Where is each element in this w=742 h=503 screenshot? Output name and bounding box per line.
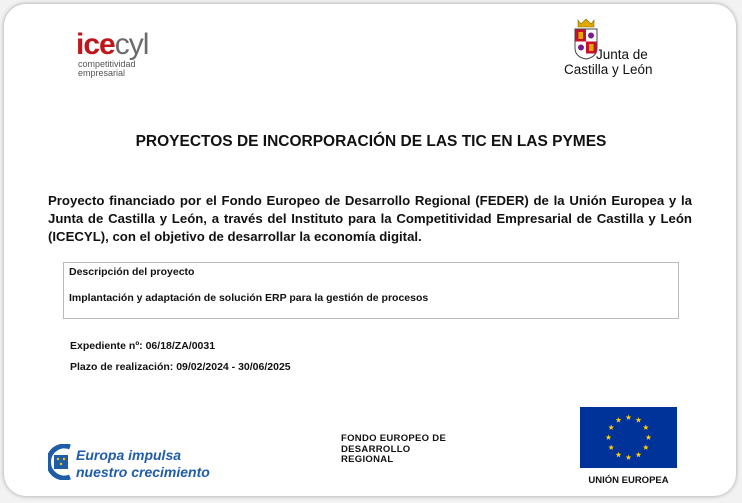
junta-logo-line1: Junta de [596,47,648,62]
plazo-text: Plazo de realización: 09/02/2024 - 30/06/2025 [70,361,291,373]
funding-paragraph: Proyecto financiado por el Fondo Europeo de Desarrollo Regional (FEDER) de la Unión Europea y la Junta de Castilla y León, a través del Instituto para la Competitividad Empresarial de Castilla y León (ICECYL), con el objetivo de desarrollar la economía digital. [48,193,692,244]
eu-label: UNIÓN EUROPEA [588,475,669,486]
feder-line3: REGIONAL [341,454,394,465]
feder-line1: FONDO EUROPEO DE [341,433,447,444]
page-title: PROYECTOS DE INCORPORACIÓN DE LAS TIC EN LAS PYMES [135,133,607,150]
icecyl-logo-sub2: empresarial [78,68,126,78]
europa-impulsa-line1: Europa impulsa [76,447,182,463]
project-description-box [63,262,679,319]
project-description-text: Implantación y adaptación de solución ERP para la gestión de procesos [69,292,429,304]
feder-text [341,434,446,466]
icecyl-logo-ice: ice [76,28,115,61]
junta-logo-line2: Castilla y León [564,62,653,77]
eu-flag-icon [580,407,677,468]
europa-impulsa-line2: nuestro crecimiento [76,464,210,480]
project-description-label: Descripción del proyecto [69,266,195,278]
feder-line2: DESARROLLO [341,443,411,455]
icecyl-logo [76,30,148,78]
icecyl-logo-cyl: cyl [114,28,149,61]
icecyl-logo-sub1: competitividad [78,59,136,69]
expediente-text: Expediente nº: 06/18/ZA/0031 [70,340,216,352]
europa-circle-icon [48,444,78,480]
